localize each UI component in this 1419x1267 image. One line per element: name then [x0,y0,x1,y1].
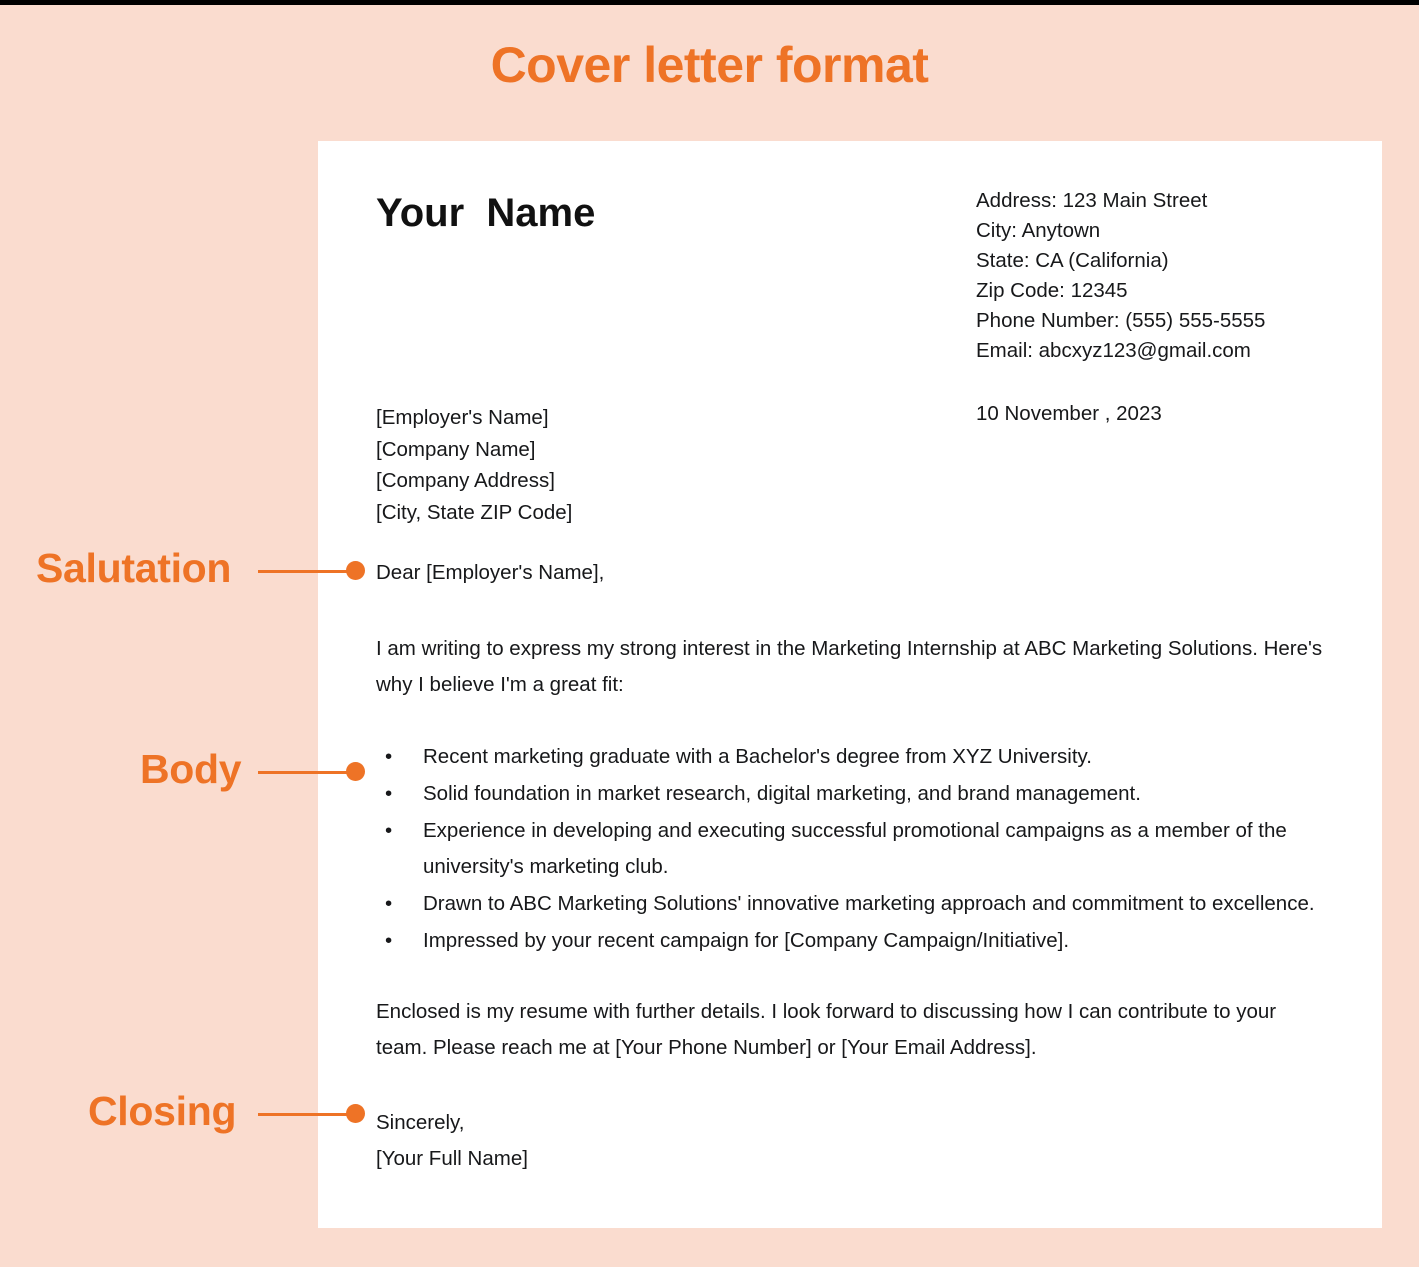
employer-city-state-zip: [City, State ZIP Code] [376,500,573,524]
list-item [376,776,1351,812]
list-item-text: Impressed by your recent campaign for [Company Campaign/Initiative]. [423,929,1070,952]
contact-city: City: Anytown [976,219,1101,242]
annotation-dot-icon [346,762,365,781]
annotation-leader-line [258,570,348,573]
letter-signoff [376,1105,528,1177]
bullet-icon: • [385,892,393,915]
list-item [376,813,1351,885]
annotation-dot-icon [346,561,365,580]
annotation-leader-line [258,771,348,774]
letter-salutation: Dear [Employer's Name], [376,561,605,584]
annotation-body-label: Body [140,746,242,792]
employer-company: [Company Name] [376,437,536,461]
annotation-leader-line [258,1113,348,1116]
list-item [376,739,1351,775]
annotation-closing-label: Closing [88,1088,237,1134]
list-item-text: Recent marketing graduate with a Bachelor's degree from XYZ University. [423,745,1092,768]
list-item [376,886,1351,922]
employer-name: [Employer's Name] [376,406,549,429]
bullet-icon: • [385,929,393,952]
cover-letter-card [318,141,1382,1228]
employer-address-block [376,402,572,528]
contact-state: State: CA (California) [976,249,1169,272]
page-title: Cover letter format [490,37,929,93]
list-item-text: Experience in developing and executing successful promotional campaigns as a member of the university's marketing club. [423,819,1287,878]
sender-name: Your Name [376,191,596,235]
contact-email: Email: abcxyz123@gmail.com [976,339,1251,362]
letter-date: 10 November , 2023 [976,402,1162,425]
letter-bullet-list [376,739,1351,960]
top-black-bar [0,0,1419,5]
annotation-salutation-label: Salutation [36,545,232,591]
bullet-icon: • [385,782,393,805]
list-item [376,923,1351,959]
signoff-sincerely: Sincerely, [376,1111,465,1134]
contact-zip: Zip Code: 12345 [976,279,1128,302]
sender-contact-block [976,186,1265,366]
list-item-text: Drawn to ABC Marketing Solutions' innovative marketing approach and commitment to excellence. [423,892,1315,915]
letter-closing-paragraph: Enclosed is my resume with further details. I look forward to discussing how I can contribute to your team. Please reach me at [Your Phone Number] or [Your Email Address]. [376,1000,1277,1059]
employer-company-address: [Company Address] [376,469,555,492]
bullet-icon: • [385,745,393,768]
annotation-dot-icon [346,1104,365,1123]
list-item-text: Solid foundation in market research, digital marketing, and brand management. [423,782,1141,805]
contact-address: Address: 123 Main Street [976,189,1208,212]
letter-intro-paragraph: I am writing to express my strong interest in the Marketing Internship at ABC Marketing Solutions. Here's why I believe I'm a great fit: [376,637,1323,696]
bullet-icon: • [385,819,393,842]
contact-phone: Phone Number: (555) 555-5555 [976,309,1266,332]
signoff-full-name: [Your Full Name] [376,1147,528,1170]
